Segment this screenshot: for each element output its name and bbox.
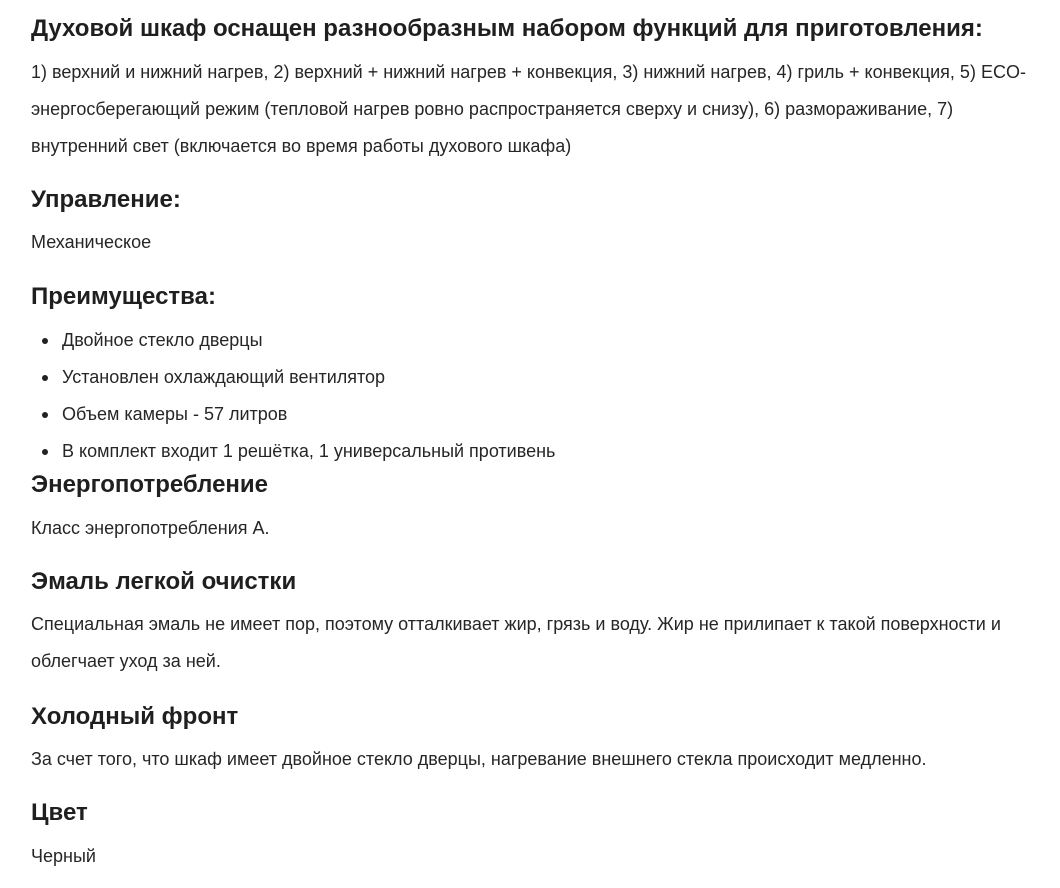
cold-front-text: За счет того, что шкаф имеет двойное стекло дверцы, нагревание внешнего стекла происходит медленно. — [31, 749, 927, 769]
energy-text: Класс энергопотребления А. — [31, 518, 270, 538]
control-heading: Управление: — [31, 186, 181, 213]
functions-heading: Духовой шкаф оснащен разнообразным набором функций для приготовления: — [31, 15, 983, 42]
cold-front-heading: Холодный фронт — [31, 703, 239, 730]
advantages-heading: Преимущества: — [31, 283, 216, 310]
advantages-list — [31, 322, 555, 470]
list-item: Объем камеры - 57 литров — [31, 396, 555, 433]
functions-text: 1) верхний и нижний нагрев, 2) верхний + нижний нагрев + конвекция, 3) нижний нагрев, 4) гриль + конвекция, 5) ECO-энергосберегающий режим (тепловой нагрев ровно распространяется сверху и снизу), 6) размораживание, 7) внутренний свет (включается во время работы духового шкафа) — [31, 62, 1026, 156]
enamel-heading: Эмаль легкой очистки — [31, 568, 297, 595]
energy-heading: Энергопотребление — [31, 471, 269, 498]
color-text: Черный — [31, 846, 96, 866]
list-item: В комплект входит 1 решётка, 1 универсальный противень — [31, 433, 555, 470]
list-item: Установлен охлаждающий вентилятор — [31, 359, 555, 396]
enamel-text: Специальная эмаль не имеет пор, поэтому отталкивает жир, грязь и воду. Жир не прилипает к такой поверхности и облегчает уход за ней. — [31, 614, 1001, 671]
control-text: Механическое — [31, 232, 152, 252]
list-item: Двойное стекло дверцы — [31, 322, 555, 359]
color-heading: Цвет — [31, 799, 88, 826]
